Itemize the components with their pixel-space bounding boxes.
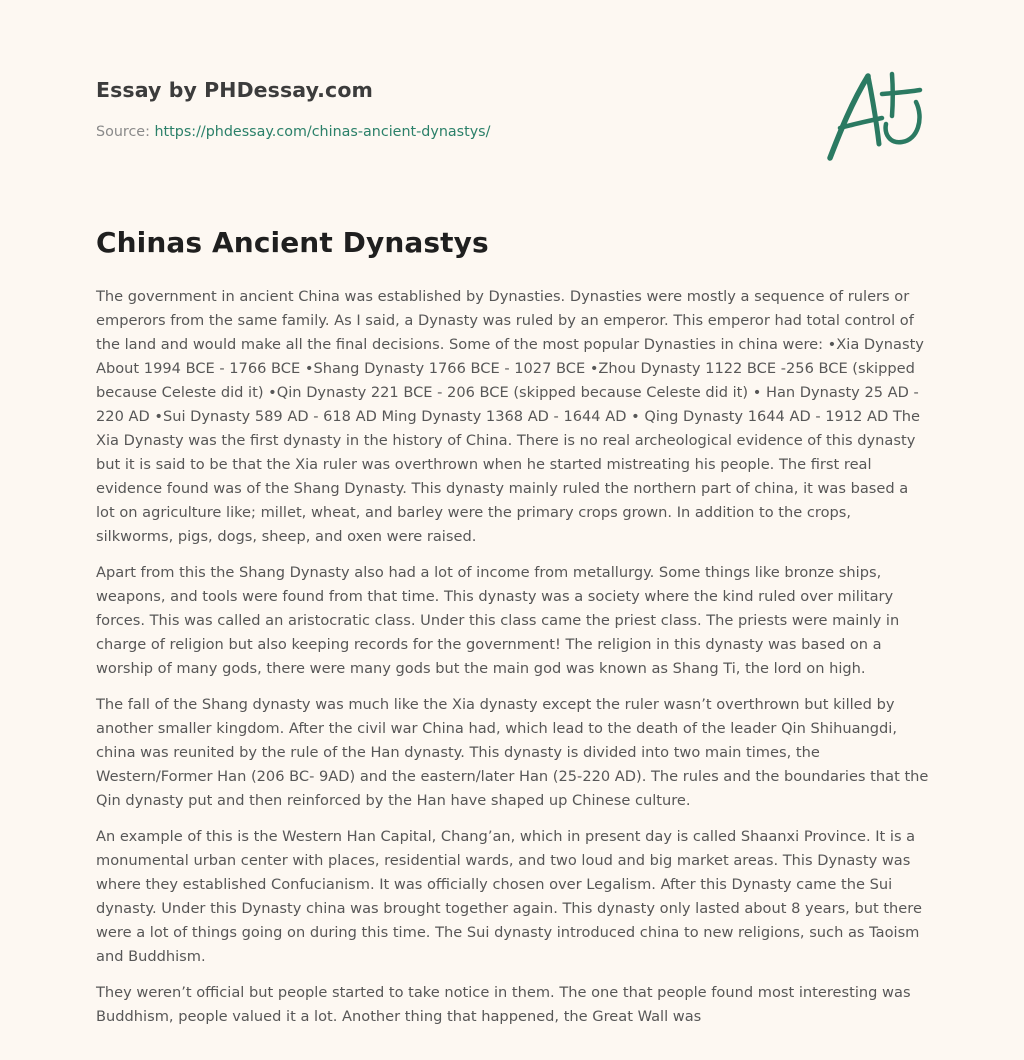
paragraph: An example of this is the Western Han Capital, Chang’an, which in present day is called Shaanxi Province. It is a monumental urban center with places, residential wards, and two loud and big market areas. This Dynasty was where they established Confucianism. It was officially chosen over Legalism. After this Dynasty came the Sui dynasty. Under this Dynasty china was brought together again. This dynasty only lasted about 8 years, but there were a lot of things going on during this time. The Sui dynasty introduced china to new religions, such as Taoism and Buddhism.	[96, 828, 922, 965]
paragraph: They weren’t official but people started to take notice in them. The one that people found most interesting was Buddhism, people valued it a lot. Another thing that happened, the Great Wall was	[96, 984, 911, 1025]
source-link[interactable]: https://phdessay.com/chinas-ancient-dynastys/	[154, 124, 491, 140]
essay-body	[96, 285, 930, 1041]
essay-title: Chinas Ancient Dynastys	[96, 226, 489, 259]
paragraph: The fall of the Shang dynasty was much like the Xia dynasty except the ruler wasn’t overthrown but killed by another smaller kingdom. After the civil war China had, which lead to the death of the leader Qin Shihuangdi, china was reunited by the rule of the Han dynasty. This dynasty is divided into two main times, the Western/Former Han (206 BC- 9AD) and the eastern/later Han (25-220 AD). The rules and the boundaries that the Qin dynasty put and then reinforced by the Han have shaped up Chinese culture.	[96, 696, 929, 809]
paragraph: Apart from this the Shang Dynasty also had a lot of income from metallurgy. Some things like bronze ships, weapons, and tools were found from that time. This dynasty was a society where the kind ruled over military forces. This was called an aristocratic class. Under this class came the priest class. The priests were mainly in charge of religion but also keeping records for the government! The religion in this dynasty was based on a worship of many gods, there were many gods but the main god was known as Shang Ti, the lord on high.	[96, 564, 900, 677]
site-brand: Essay by PHDessay.com	[96, 78, 373, 102]
a-plus-logo-icon	[820, 66, 930, 166]
paragraph: The government in ancient China was established by Dynasties. Dynasties were mostly a sequence of rulers or emperors from the same family. As I said, a Dynasty was ruled by an emperor. This emperor had total control of the land and would make all the final decisions. Some of the most popular Dynasties in china were: •Xia Dynasty About 1994 BCE - 1766 BCE •Shang Dynasty 1766 BCE - 1027 BCE •Zhou Dynasty 1122 BCE -256 BCE (skipped because Celeste did it) •Qin Dynasty 221 BCE - 206 BCE (skipped because Celeste did it) • Han Dynasty 25 AD - 220 AD •Sui Dynasty 589 AD - 618 AD Ming Dynasty 1368 AD - 1644 AD • Qing Dynasty 1644 AD - 1912 AD The Xia Dynasty was the first dynasty in the history of China. There is no real archeological evidence of this dynasty but it is said to be that the Xia ruler was overthrown when he started mistreating his people. The first real evidence found was of the Shang Dynasty. This dynasty mainly ruled the northern part of china, it was based a lot on agriculture like; millet, wheat, and barley were the primary crops grown. In addition to the crops, silkworms, pigs, dogs, sheep, and oxen were raised.	[96, 288, 924, 545]
source-line	[96, 124, 490, 140]
source-label: Source:	[96, 124, 155, 140]
